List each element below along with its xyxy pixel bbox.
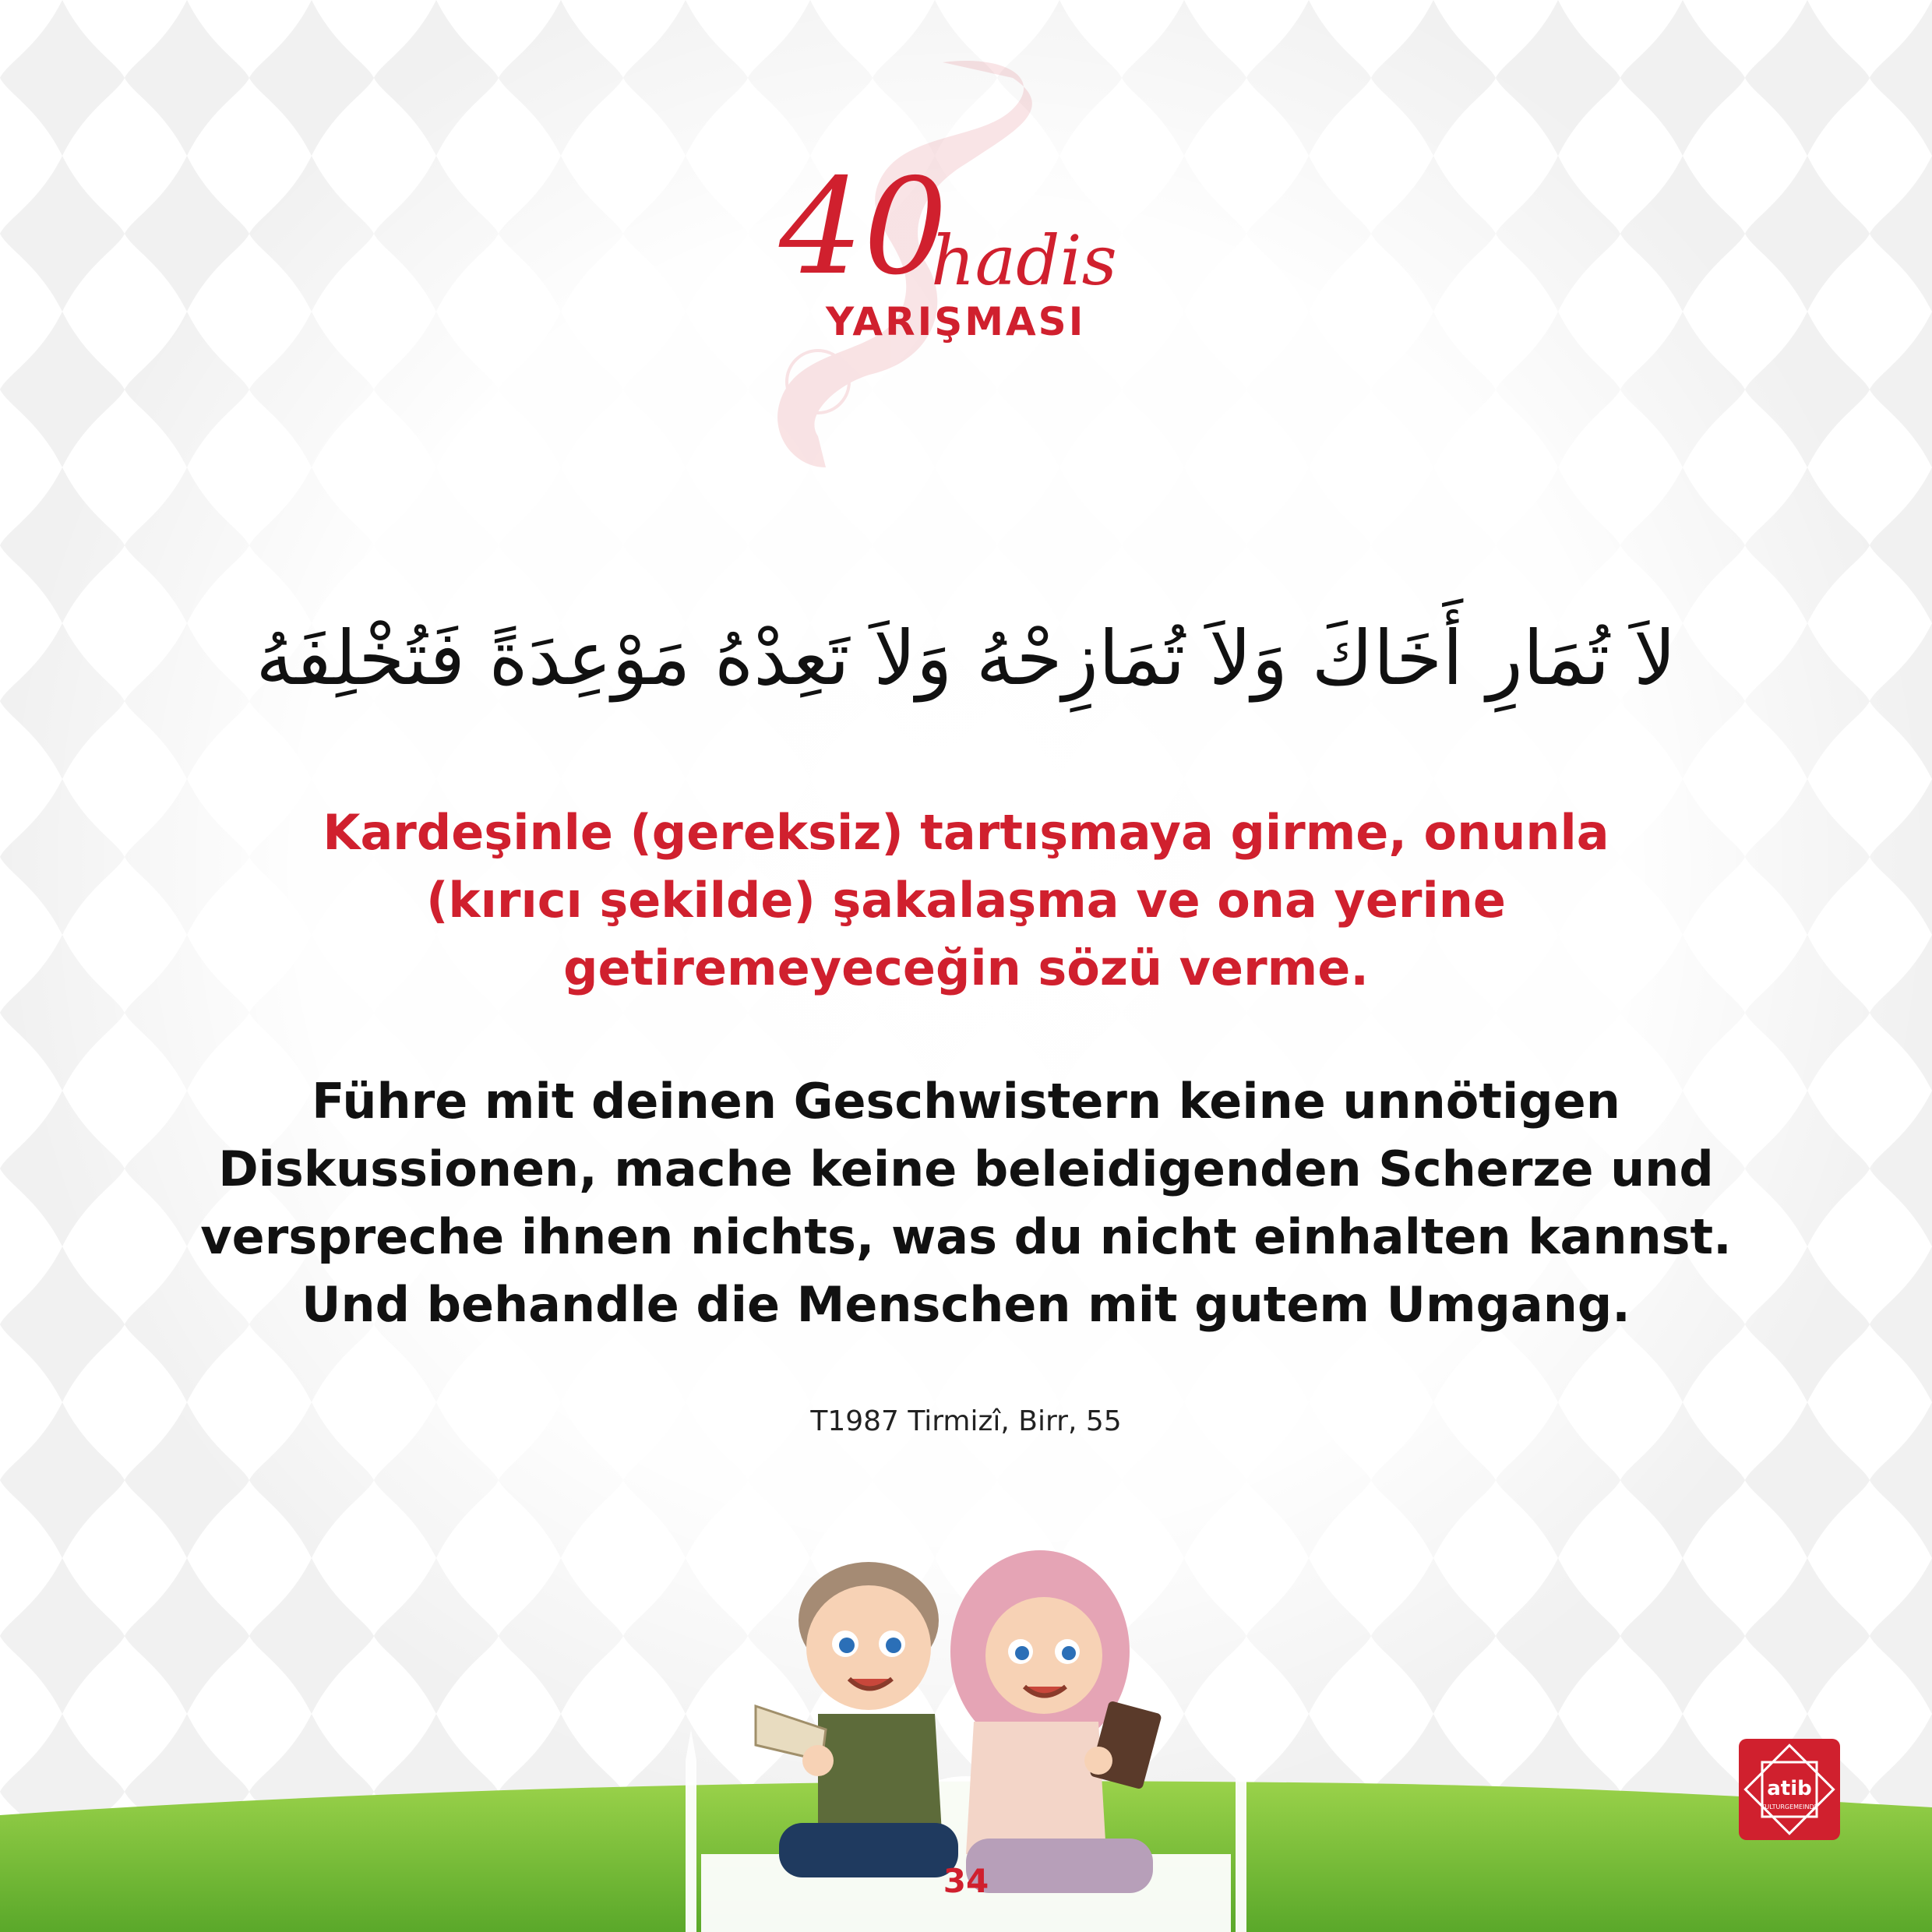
- logo-number: 40: [779, 150, 948, 305]
- logo-word: hadis: [931, 220, 1117, 301]
- atib-sub: KULTURGEMEINDE: [1761, 1803, 1818, 1810]
- girl-figure: [950, 1550, 1162, 1893]
- boy-figure: [756, 1562, 958, 1877]
- hadith-reference: T1987 Tirmizî, Birr, 55: [810, 1405, 1122, 1437]
- arabic-hadith: لاَ تُمَارِ أَخَاكَ وَلاَ تُمَازِحْهُ وَلاَ تَعِدْهُ مَوْعِدَةً فَتُخْلِفَهُ: [256, 615, 1676, 702]
- atib-logo: [1739, 1739, 1840, 1840]
- page-number: 34: [943, 1862, 989, 1900]
- german-line: verspreche ihnen nichts, was du nicht einhalten kannst.: [200, 1208, 1732, 1265]
- german-line: Führe mit deinen Geschwistern keine unnötigen: [312, 1073, 1620, 1130]
- turkish-line: (kırıcı şekilde) şakalaşma ve ona yerine: [426, 872, 1506, 929]
- turkish-line: Kardeşinle (gereksiz) tartışmaya girme, onunla: [323, 804, 1609, 861]
- logo-subtitle: YARIŞMASI: [826, 299, 1086, 344]
- turkish-line: getiremeyeceğin sözü verme.: [563, 940, 1369, 996]
- german-line: Diskussionen, mache keine beleidigenden Scherze und: [218, 1141, 1714, 1197]
- german-translation: [117, 1067, 1815, 1338]
- atib-name: atib: [1767, 1777, 1812, 1800]
- german-line: Und behandle die Menschen mit gutem Umgang.: [301, 1276, 1631, 1333]
- logo: [748, 47, 1169, 483]
- turkish-translation: [218, 799, 1714, 1002]
